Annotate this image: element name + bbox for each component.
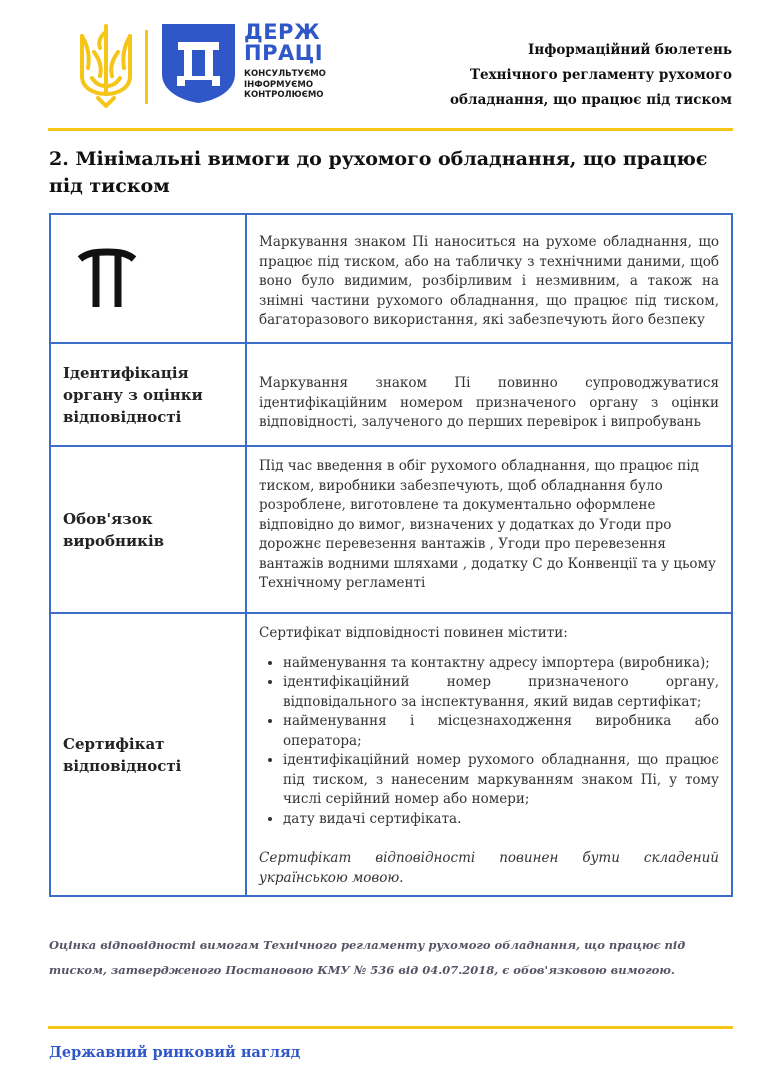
list-item: • ідентифікаційний номер призначеного органу, відповідального за інспектування, який видав сертифікат; — [283, 673, 719, 712]
footer-title: Державний ринковий нагляд — [49, 1044, 301, 1061]
header-divider — [48, 128, 733, 131]
derzhpratsi-shield-logo-icon — [160, 22, 237, 104]
pi-mark-icon — [77, 247, 137, 311]
certificate-language-note: Сертифікат відповідності повинен бути складений українською мовою. — [259, 850, 719, 886]
logo-line-2: ПРАЦІ — [244, 41, 324, 65]
page-header — [0, 0, 768, 130]
certificate-intro: Сертифікат відповідності повинен містити: — [259, 625, 568, 641]
logo-tagline-1: КОНСУЛЬТУЄМО — [244, 69, 326, 79]
logo-tagline-2: ІНФОРМУЄМО — [244, 79, 314, 90]
pi-mark-cell — [51, 215, 247, 342]
logo-tagline-3: КОНТРОЛЮЄМО — [244, 90, 324, 100]
footer-divider — [48, 1026, 733, 1029]
table-row — [51, 344, 731, 447]
table-cell-text: Під час введення в обіг рухомого обладнання, що працює під тиском, виробники забезпечують, щоб обладнання було розроблене, виготовлене та документально оформлене відповідно до вимог, визначених у додатках до Угоди про дорожнє перевезення вантажів , Угоди про перевезення вантажів водними шляхами , додатку С до Конвенції та у цьому Технічному регламенті — [259, 458, 717, 591]
table-row — [51, 447, 731, 614]
table-cell-text: Маркування знаком Пі наноситься на рухоме обладнання, що працює під тиском, або на табличку з технічними даними, щоб воно було видимим, розбірливим і незмивним, а також на знімні частини рухомого обладнання, що працює під тиском, багаторазового використання, які забезпечують його безпеку — [259, 234, 719, 328]
list-item: • найменування і місцезнаходження виробника або оператора; — [283, 712, 719, 751]
bulletin-title — [450, 38, 732, 113]
requirements-table — [49, 213, 733, 897]
bulletin-line-2: Технічного регламенту рухомого — [469, 67, 732, 83]
logo-wordmark — [244, 22, 354, 101]
list-item: • найменування та контактну адресу імпортера (виробника); — [283, 654, 719, 674]
table-cell-text: Маркування знаком Пі повинно супроводжуватися ідентифікаційним номером призначеного органу з оцінки відповідності, залученого до перших перевірок і випробувань — [259, 375, 719, 430]
logo-line-1: ДЕРЖ — [244, 20, 321, 44]
section-title: 2. Мінімальні вимоги до рухомого обладнання, що працює під тиском — [49, 148, 708, 197]
row-label: Обов'язок виробників — [63, 509, 165, 550]
table-cell-label — [51, 614, 247, 895]
list-item: • дату видачі сертифіката. — [283, 810, 719, 830]
table-cell-certificate — [247, 614, 731, 895]
list-item: • ідентифікаційний номер рухомого обладнання, що працює під тиском, з нанесеним маркуванням знаком Пі, у тому числі серійний номер або номери; — [283, 751, 719, 810]
legal-note: Оцінка відповідності вимогам Технічного регламенту рухомого обладнання, що працює під тиском, затвердженого Постановою КМУ № 536 від 04.07.2018, є обов'язковою вимогою. — [49, 938, 686, 977]
table-cell-label — [51, 344, 247, 445]
logo-tagline — [244, 69, 354, 101]
trident-emblem-icon — [78, 22, 134, 108]
table-cell-label — [51, 447, 247, 612]
certificate-requirements-list — [259, 654, 719, 830]
logo-divider — [145, 30, 148, 104]
row-label: Сертифікат відповідності — [63, 734, 182, 775]
table-row — [51, 215, 731, 344]
bulletin-line-3: обладнання, що працює під тиском — [450, 92, 732, 108]
row-label: Ідентифікація органу з оцінки відповідності — [63, 363, 203, 426]
bulletin-line-1: Інформаційний бюлетень — [528, 42, 732, 58]
table-row — [51, 614, 731, 895]
